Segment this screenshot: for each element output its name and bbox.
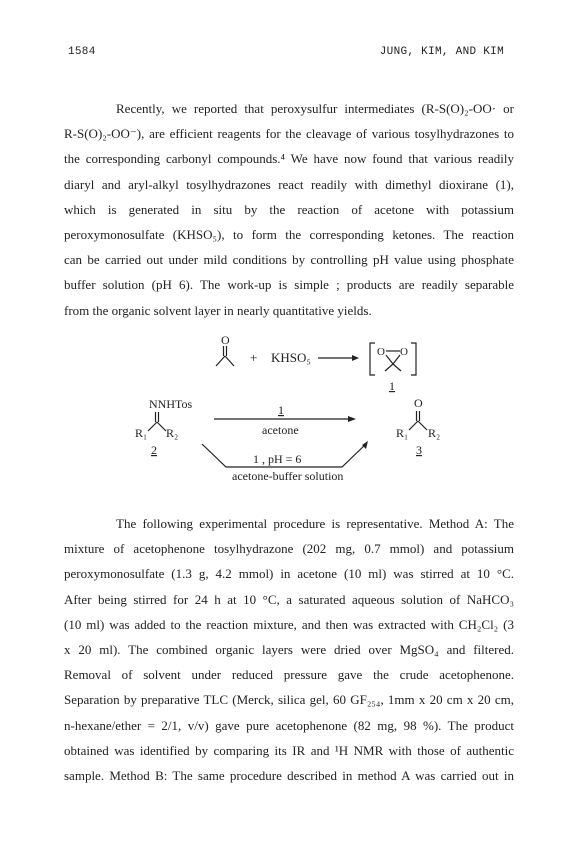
text-line: Recently, we reported that peroxysulfur intermediates (R-S(O)₂-OO· or xyxy=(116,101,514,116)
text-line: diaryl and aryl-alkyl tosylhydrazones react readily with dimethyl dioxirane (1), xyxy=(64,176,514,192)
text-line: The following experimental procedure is representative. Method A: The xyxy=(116,516,514,531)
acetone-structure xyxy=(216,346,234,366)
text-line: x 20 ml). The combined organic layers were dried over MgSO₄ and filtered. xyxy=(64,642,514,658)
text-line: the corresponding carbonyl compounds.⁴ We have now found that various readily xyxy=(64,151,514,167)
text-line: Separation by preparative TLC (Merck, silica gel, 60 GF₂₅₄, 1mm x 20 cm x 20 cm, xyxy=(64,692,514,708)
text-line: Removal of solvent under reduced pressure gave the crude acetophenone. xyxy=(64,667,514,683)
text-line: n-hexane/ether = 2/1, v/v) gave pure acetophenone (82 mg, 98 %). The product xyxy=(64,717,514,733)
arrow-reagent-1: 1 xyxy=(278,403,284,417)
compound-2-label: 2 xyxy=(151,443,157,457)
one-pot-path xyxy=(202,444,366,467)
one-pot-conditions: 1 , pH = 6 xyxy=(253,452,302,466)
text-line: sample. Method B: The same procedure described in method A was carried out in xyxy=(64,768,514,784)
plus-sign: + xyxy=(250,350,258,365)
text-line: buffer solution (pH 6). The work-up is simple ; products are readily separable xyxy=(64,277,514,293)
compound-1-label: 1 xyxy=(389,379,395,393)
r1-substituent: R₁ xyxy=(396,426,409,440)
r2-substituent: R₂ xyxy=(428,426,441,440)
acetone-oxygen: O xyxy=(221,333,230,347)
ketone-oxygen: O xyxy=(414,396,423,410)
text-line: peroxymonosulfate (1.3 g, 4.2 mmol) in acetone (10 ml) was stirred at 10 °C. xyxy=(64,566,514,582)
running-head-authors: JUNG, KIM, AND KIM xyxy=(379,46,504,58)
text-line: (10 ml) was added to the reaction mixture, and then was extracted with CH₂Cl₂ (3 xyxy=(64,616,514,632)
arrow-solvent: acetone xyxy=(262,423,299,437)
hydrazone-structure xyxy=(148,412,166,431)
r1-substituent: R₁ xyxy=(135,426,148,440)
dioxirane-oxygen-right: O xyxy=(400,346,408,358)
arrowhead-icon xyxy=(352,355,359,361)
arrowhead-icon xyxy=(362,441,368,449)
dioxirane-oxygen-left: O xyxy=(377,346,385,358)
khso5-reagent: KHSO₅ xyxy=(271,350,311,365)
page-number: 1584 xyxy=(68,46,96,58)
text-line: obtained was identified by comparing its IR and ¹H NMR with those of authentic xyxy=(64,742,514,758)
r2-substituent: R₂ xyxy=(166,426,179,440)
compound-3-label: 3 xyxy=(416,443,422,457)
hydrazone-group: NNHTos xyxy=(149,397,193,411)
text-line: can be carried out under mild conditions by controlling pH value using phosphate xyxy=(64,252,514,268)
dioxirane-structure xyxy=(370,343,416,375)
ketone-structure xyxy=(409,411,427,430)
text-line: from the organic solvent layer in nearly quantitative yields. xyxy=(64,302,372,318)
text-line: After being stirred for 24 h at 10 °C, a saturated aqueous solution of NaHCO₃ xyxy=(64,591,514,607)
text-line: peroxymonosulfate (KHSO₅), to form the corresponding ketones. The reaction xyxy=(64,227,514,243)
text-line: which is generated in situ by the reaction of acetone with potassium xyxy=(64,201,514,217)
arrowhead-icon xyxy=(348,416,356,422)
text-line: mixture of acetophenone tosylhydrazone (202 mg, 0.7 mmol) and potassium xyxy=(64,541,514,557)
text-line: R-S(O)₂-OO⁻), are efficient reagents for the cleavage of various tosylhydrazones to xyxy=(64,126,514,142)
intro-paragraph xyxy=(64,96,514,323)
one-pot-solvent: acetone-buffer solution xyxy=(232,469,344,483)
experimental-paragraph xyxy=(64,511,514,788)
